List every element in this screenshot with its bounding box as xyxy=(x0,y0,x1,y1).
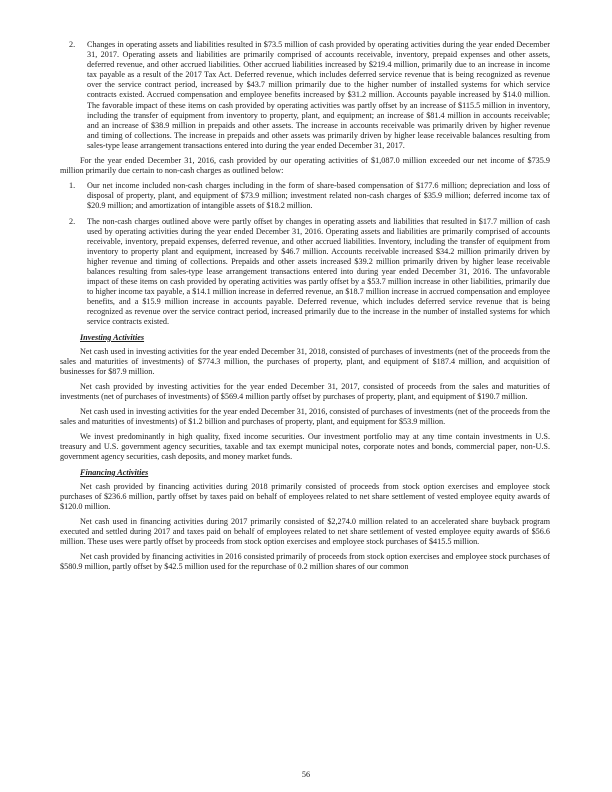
investing-activities-heading: Investing Activities xyxy=(80,332,145,342)
list-item-2017-changes xyxy=(60,40,550,151)
list-text: The non-cash charges outlined above were partly offset by changes in operating assets and liabilities that resulted in $17.7 million of cash used by operating activities during the year ended December 31, 2016. Operating assets and liabilities are primarily comprised of accounts receivable, inventory, prepaid expenses, deferred revenue, and other accrued liabilities. Inventory, including the transfer of equipment from inventory to property plant and equipment, increased by $46.7 million. Accounts receivable increased $34.2 million primarily driven by higher revenue and timing of collections. Prepaids and other assets increased $39.2 million primarily driven by higher lease receivable balances resulting from sales-type lease arrangement transactions entered into during year ended December 31, 2016. The unfavorable impact of these items on cash provided by operating activities was partly offset by a $53.7 million increase in other liabilities, primarily due to higher income tax payable, a $14.1 million increase in deferred revenue, an $18.7 million increase in accrued compensation and employee benefits, and a $15.9 million increase in accounts payable. Deferred revenue, which includes deferred service revenue that is being recognized as revenue over the service contract period, increased primarily due to the increase in the number of installed systems for which service contracts existed. xyxy=(87,216,550,327)
list-item-2016-changes xyxy=(60,217,550,328)
paragraph-financing-2018: Net cash provided by financing activities during 2018 primarily consisted of proceeds from stock option exercises and employee stock purchases of $236.6 million, partly offset by taxes paid on behalf of employees related to net share settlement of vested employee equity awards of $120.0 million. xyxy=(60,481,550,511)
paragraph-2016-operating: For the year ended December 31, 2016, cash provided by our operating activities of $1,087.0 million exceeded our net income of $735.9 million primarily due certain to non-cash charges as outlined below: xyxy=(60,156,550,176)
page-number: 56 xyxy=(301,770,311,779)
paragraph-investing-2017: Net cash provided by investing activities for the year ended December 31, 2017, consisted of proceeds from the sales and maturities of investments (net of purchases of investments) of $569.4 million partly offset by purchases of property, plant, and equipment of $190.7 million. xyxy=(60,381,550,401)
paragraph-investment-policy: We invest predominantly in high quality, fixed income securities. Our investment portfolio may at any time contain investments in U.S. treasury and U.S. government agency securities, taxable and tax exempt municipal notes, corporate notes and bonds, commercial paper, non-U.S. government agency securities, cash deposits, and money market funds. xyxy=(60,432,550,462)
list-number: 2. xyxy=(69,216,76,226)
document-page xyxy=(60,40,550,577)
paragraph-investing-2016: Net cash used in investing activities for the year ended December 31, 2016, consisted of purchases of investments (net of the proceeds from the sales and maturities of investments) of $1.2 billion and purchases of property, plant, and equipment for $53.9 million. xyxy=(60,407,550,427)
list-text: Our net income included non-cash charges including in the form of share-based compensation of $177.6 million; depreciation and loss of disposal of property, plant, and equipment of $73.9 million; investment related non-cash charges of $35.9 million; deferred income tax of $20.9 million; and amortization of intangible assets of $18.2 million. xyxy=(87,181,550,211)
paragraph-financing-2017: Net cash used in financing activities during 2017 primarily consisted of $2,274.0 million related to an accelerated share buyback program executed and settled during 2017 and taxes paid on behalf of employees related to net share settlement of vested employee equity awards of $56.6 million. These uses were partly offset by proceeds from stock option exercises and employee stock purchases of $415.5 million. xyxy=(60,516,550,547)
list-number: 2. xyxy=(69,40,76,49)
financing-activities-heading: Financing Activities xyxy=(80,467,149,477)
list-number: 1. xyxy=(69,181,76,191)
paragraph-investing-2018: Net cash used in investing activities for the year ended December 31, 2018, consisted of purchases of investments (net of the proceeds from the sales and maturities of investments) of $774.3 million, the purchases of property, plant, and equipment of $187.4 million, and acquisition of businesses for $87.9 million. xyxy=(60,346,550,376)
paragraph-financing-2016: Net cash provided by financing activities in 2016 consisted primarily of proceeds from stock option exercises and employee stock purchases of $580.9 million, partly offset by $42.5 million used for the repurchase of 0.2 million shares of our common xyxy=(60,552,550,572)
list-item-2016-noncash xyxy=(60,181,550,211)
list-text: Changes in operating assets and liabilities resulted in $73.5 million of cash provided by operating activities during the year ended December 31, 2017. Operating assets and liabilities are primarily comprised of accounts receivable, inventory, prepaid expenses and other assets, deferred revenue, and other accrued liabilities. Other accrued liabilities increased by $219.4 million, primarily due to an increase in income tax payable as a result of the 2017 Tax Act. Deferred revenue, which includes deferred service revenue that is being recognized as revenue over the service contract period, increased by $43.7 million primarily due to the higher number of installed systems for which service contracts existed. Accrued compensation and employee benefits increased by $31.2 million. Accounts payable increased by $14.0 million. The favorable impact of these items on cash provided by operating activities was partly offset by an increase of $115.5 million in inventory, including the transfer of equipment from inventory to property, plant, and equipment; an increase of $81.4 million in accounts receivable; and an increase of $38.9 million in prepaids and other assets. The increase in accounts receivable was primarily driven by higher revenue and timing of collections. The increase in prepaids and other assets was primarily driven by higher lease receivable balances resulting from sales-type lease arrangement transactions entered into during the year ended December 31, 2017. xyxy=(87,40,550,150)
